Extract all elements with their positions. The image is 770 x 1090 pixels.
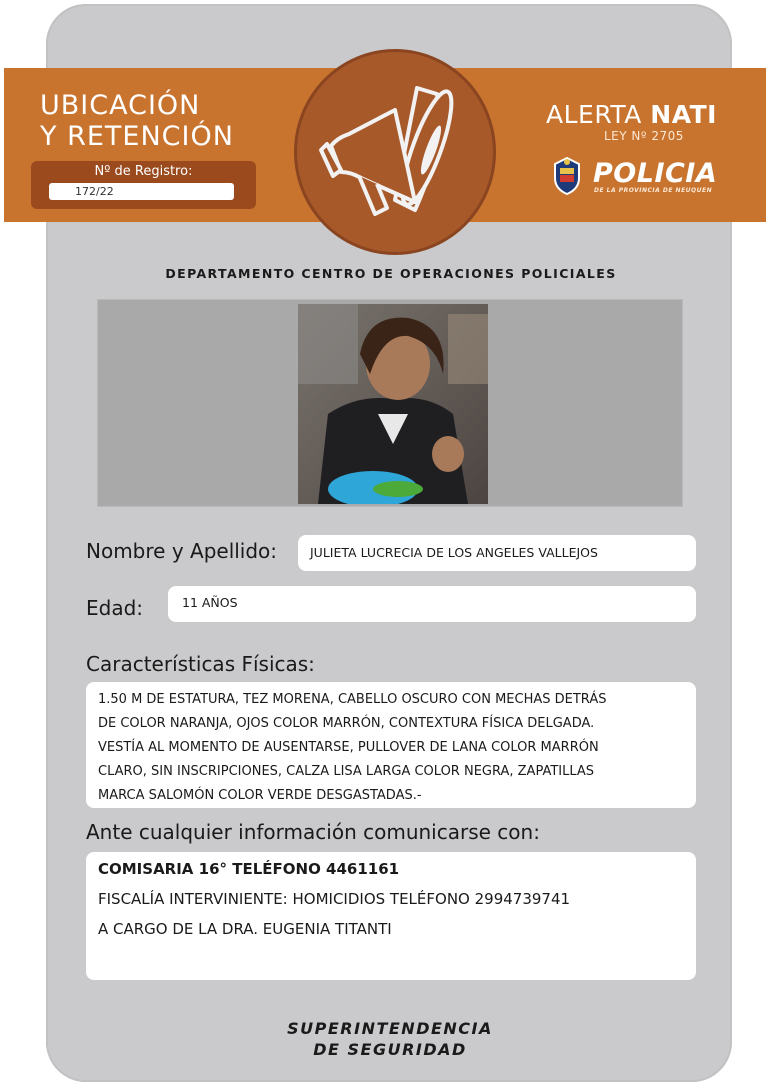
department-heading: DEPARTAMENTO CENTRO DE OPERACIONES POLICIALES [165,266,617,281]
nombre-field: JULIETA LUCRECIA DE LOS ANGELES VALLEJOS [298,535,696,571]
caracteristicas-line: MARCA SALOMÓN COLOR VERDE DESGASTADAS.- [98,788,422,803]
footer-line-1: SUPERINTENDENCIA [287,1019,493,1038]
page-title [40,90,234,152]
footer-line-2: DE SEGURIDAD [313,1040,467,1059]
caracteristicas-line: 1.50 M DE ESTATURA, TEZ MORENA, CABELLO OSCURO CON MECHAS DETRÁS [98,692,607,707]
edad-field: 11 AÑOS [168,586,696,622]
edad-label: Edad: [86,596,144,620]
policia-logo-text: POLICIA [593,158,718,189]
caracteristicas-line: DE COLOR NARANJA, OJOS COLOR MARRÓN, CONTEXTURA FÍSICA DELGADA. [98,716,595,731]
ley-number: LEY Nº 2705 [604,129,684,143]
registro-label: Nº de Registro: [94,164,193,179]
policia-subtitle: DE LA PROVINCIA DE NEUQUEN [594,187,713,194]
title-line-2: Y RETENCIÓN [40,121,234,152]
contacto-field [86,852,696,980]
contacto-label: Ante cualquier información comunicarse con: [86,820,540,844]
contacto-fiscalia: FISCALÍA INTERVINIENTE: HOMICIDIOS TELÉFONO 2994739741 [98,890,571,908]
missing-person-photo [298,304,488,504]
caracteristicas-field [86,682,696,808]
contacto-comisaria: COMISARIA 16° TELÉFONO 4461161 [98,860,400,878]
alert-name: NATI [650,100,717,129]
title-line-1: UBICACIÓN [40,90,201,121]
police-shield-icon [552,156,582,196]
photo-placeholder-image [298,304,488,504]
registro-box [31,161,256,209]
caracteristicas-line: VESTÍA AL MOMENTO DE AUSENTARSE, PULLOVER DE LANA COLOR MARRÓN [98,740,599,755]
contacto-cargo: A CARGO DE LA DRA. EUGENIA TITANTI [98,920,392,938]
caracteristicas-label: Características Físicas: [86,652,315,676]
megaphone-circle [297,52,493,252]
alert-prefix: ALERTA [546,100,642,129]
registro-field: 172/22 [49,183,234,200]
alert-nati-title [546,100,717,129]
nombre-label: Nombre y Apellido: [86,539,278,563]
megaphone-icon [297,52,493,252]
footer-text [250,1018,530,1060]
caracteristicas-line: CLARO, SIN INSCRIPCIONES, CALZA LISA LARGA COLOR NEGRA, ZAPATILLAS [98,764,595,779]
